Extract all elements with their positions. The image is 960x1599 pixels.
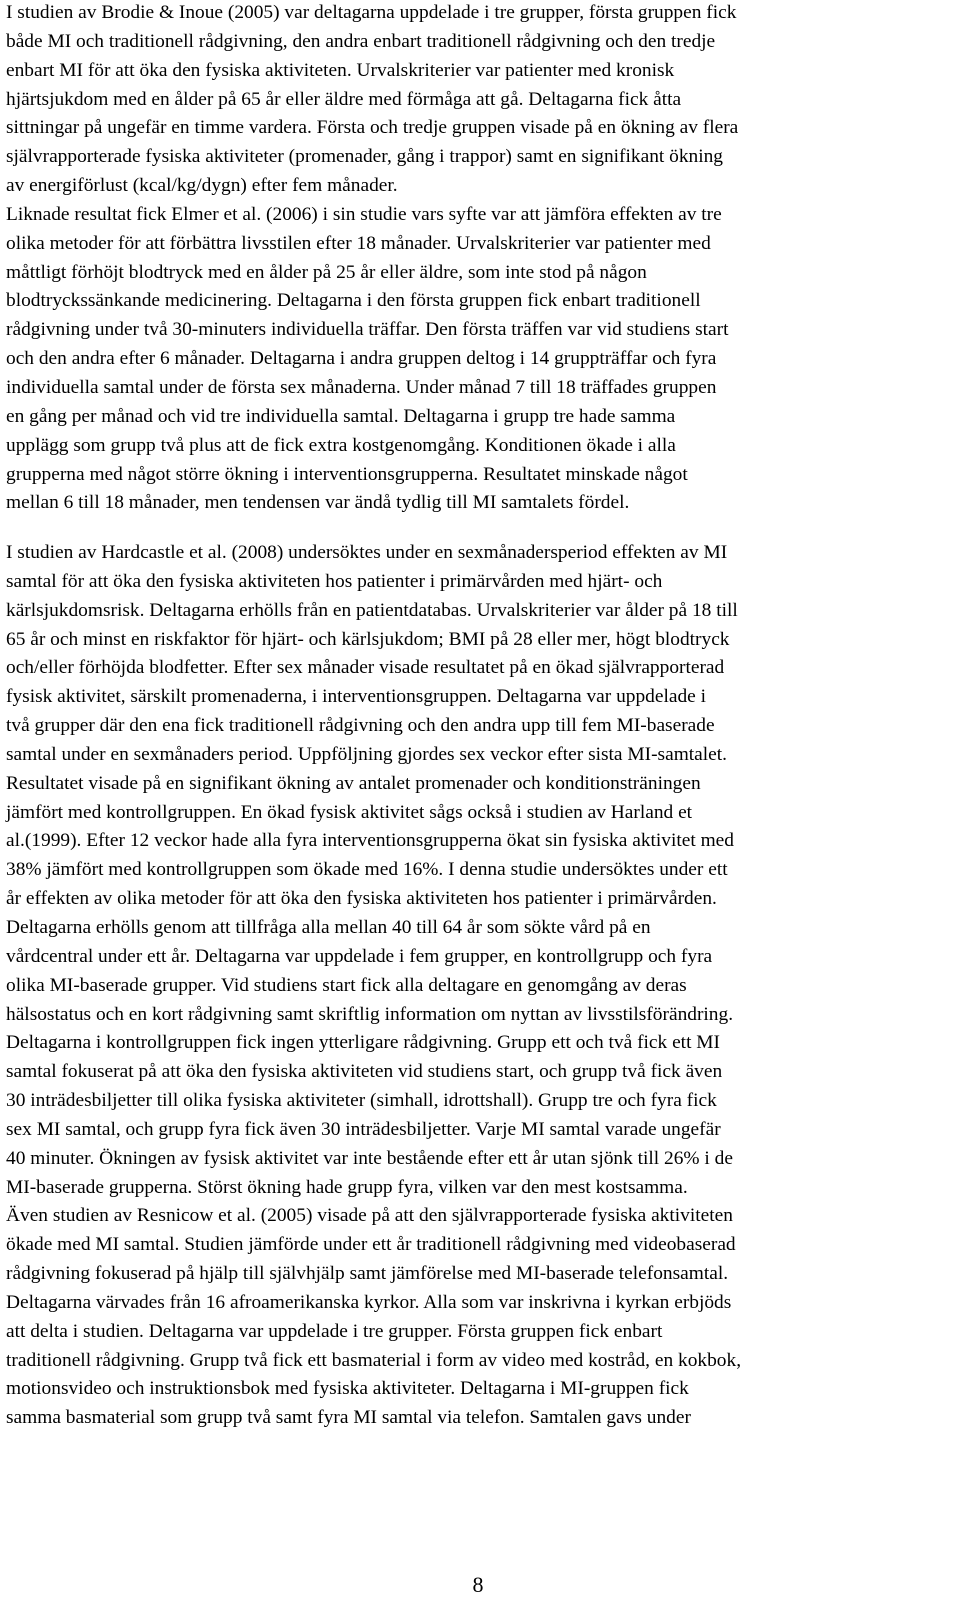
text-line: två grupper där den ena fick traditionell rådgivning och den andra upp till fem MI-baserade <box>6 715 715 737</box>
text-line: motionsvideo och instruktionsbok med fysiska aktiviteter. Deltagarna i MI-gruppen fick <box>6 1378 689 1400</box>
text-line: Deltagarna erhölls genom att tillfråga alla mellan 40 till 64 år som sökte vård på en <box>6 916 651 938</box>
text-line: rådgivning fokuserad på hjälp till självhjälp samt jämförelse med MI-baserade telefonsamtal. <box>6 1263 729 1285</box>
text-line: Resultatet visade på en signifikant ökning av antalet promenader och konditionsträningen <box>6 772 701 794</box>
text-line: samma basmaterial som grupp två samt fyra MI samtal via telefon. Samtalen gavs under <box>6 1407 691 1429</box>
text-line: hjärtsjukdom med en ålder på 65 år eller äldre med förmåga att gå. Deltagarna fick åtta <box>6 88 682 110</box>
text-line: MI-baserade grupperna. Störst ökning hade grupp fyra, vilken var den mest kostsamma. <box>6 1176 688 1198</box>
text-line: och den andra efter 6 månader. Deltagarna i andra gruppen deltog i 14 gruppträffar och fyra <box>6 348 717 370</box>
text-line: grupperna med något större ökning i interventionsgrupperna. Resultatet minskade något <box>6 463 688 485</box>
text-line: olika metoder för att förbättra livsstilen efter 18 månader. Urvalskriterier var patienter med <box>6 232 711 254</box>
text-line: sex MI samtal, och grupp fyra fick även 30 inträdesbiljetter. Varje MI samtal varade ungefär <box>6 1118 721 1140</box>
page-number: 8 <box>472 1572 484 1597</box>
text-line: en gång per månad och vid tre individuella samtal. Deltagarna i grupp tre hade samma <box>6 405 676 427</box>
text-line: samtal fokuserat på att öka den fysiska aktiviteten vid studiens start, och grupp två fick även <box>6 1061 723 1083</box>
text-line: ökade med MI samtal. Studien jämförde under ett år traditionell rådgivning med videobaserad <box>6 1234 736 1256</box>
text-line: upplägg som grupp två plus att de fick extra kostgenomgång. Konditionen ökade i alla <box>6 434 676 456</box>
text-line: I studien av Hardcastle et al. (2008) undersöktes under en sexmånadersperiod effekten av MI <box>6 542 728 563</box>
text-line: blodtryckssänkande medicinering. Deltagarna i den första gruppen fick enbart traditionell <box>6 290 701 312</box>
text-line: mellan 6 till 18 månader, men tendensen var ändå tydlig till MI samtalets fördel. <box>6 492 630 514</box>
text-line: I studien av Brodie & Inoue (2005) var deltagarna uppdelade i tre grupper, första gruppen fick <box>6 2 737 23</box>
text-line: 38% jämfört med kontrollgruppen som ökade med 16%. I denna studie undersöktes under ett <box>6 859 728 881</box>
text-line: enbart MI för att öka den fysiska aktiviteten. Urvalskriterier var patienter med kronisk <box>6 59 675 81</box>
text-line: både MI och traditionell rådgivning, den andra enbart traditionell rådgivning och den tredje <box>6 30 716 52</box>
text-line: samtal under en sexmånaders period. Uppföljning gjordes sex veckor efter sista MI-samtalet. <box>6 743 728 765</box>
document-page <box>6 0 950 1597</box>
text-line: olika MI-baserade grupper. Vid studiens start fick alla deltagare en genomgång av deras <box>6 974 687 996</box>
text-line: 40 minuter. Ökningen av fysisk aktivitet var inte bestående efter ett år utan sjönk till 26% i de <box>6 1147 733 1169</box>
text-line: och/eller förhöjda blodfetter. Efter sex månader visade resultatet på en ökad självrapporterad <box>6 657 725 679</box>
text-line: jämfört med kontrollgruppen. En ökad fysisk aktivitet sågs också i studien av Harland et <box>6 801 693 823</box>
text-line: måttligt förhöjt blodtryck med en ålder på 25 år eller äldre, som inte stod på någon <box>6 261 647 283</box>
text-line: rådgivning under två 30-minuters individuella träffar. Den första träffen var vid studiens start <box>6 319 729 341</box>
text-line: al.(1999). Efter 12 veckor hade alla fyra interventionsgrupperna ökat sin fysiska aktivitet med <box>6 830 734 852</box>
text-line: hälsostatus och en kort rådgivning samt skriftlig information om nyttan av livsstilsförändring. <box>6 1003 734 1025</box>
text-line: individuella samtal under de första sex månaderna. Under månad 7 till 18 träffades gruppen <box>6 376 717 398</box>
text-line: kärlsjukdomsrisk. Deltagarna erhölls från en patientdatabas. Urvalskriterier var ålder på 18 till <box>6 599 738 621</box>
paragraph-hardcastle-harland-resnicow <box>6 539 741 1433</box>
text-line: traditionell rådgivning. Grupp två fick ett basmaterial i form av video med kostråd, en kokbok, <box>6 1349 742 1371</box>
text-line: att delta i studien. Deltagarna var uppdelade i tre grupper. Första gruppen fick enbart <box>6 1320 663 1342</box>
text-line: år effekten av olika metoder för att öka den fysiska aktiviteten hos patienter i primärvården. <box>6 888 717 910</box>
text-line: 65 år och minst en riskfaktor för hjärt- och kärlsjukdom; BMI på 28 eller mer, högt blodtryck <box>6 628 730 650</box>
text-line: sittningar på ungefär en timme vardera. Första och tredje gruppen visade på en ökning av flera <box>6 117 739 139</box>
text-line: vårdcentral under ett år. Deltagarna var uppdelade i fem grupper, en kontrollgrupp och fyra <box>6 945 713 967</box>
text-line: självrapporterade fysiska aktiviteter (promenader, gång i trappor) samt en signifikant ökning <box>6 146 723 168</box>
text-line: Även studien av Resnicow et al. (2005) visade på att den självrapporterade fysiska aktiviteten <box>6 1205 733 1227</box>
text-line: av energiförlust (kcal/kg/dygn) efter fem månader. <box>6 175 398 197</box>
text-line: fysisk aktivitet, särskilt promenaderna, i interventionsgruppen. Deltagarna var uppdelade i <box>6 686 707 708</box>
text-line: samtal för att öka den fysiska aktiviteten hos patienter i primärvården med hjärt- och <box>6 570 663 592</box>
text-line: Deltagarna värvades från 16 afroamerikanska kyrkor. Alla som var inskrivna i kyrkan erbjöds <box>6 1291 732 1313</box>
text-line: Deltagarna i kontrollgruppen fick ingen ytterligare rådgivning. Grupp ett och två fick ett MI <box>6 1032 720 1054</box>
paragraph-brodie-elmer <box>6 0 738 518</box>
text-line: 30 inträdesbiljetter till olika fysiska aktiviteter (simhall, idrottshall). Grupp tre och fyra fick <box>6 1090 717 1112</box>
text-line: Liknade resultat fick Elmer et al. (2006) i sin studie vars syfte var att jämföra effekten av tre <box>6 203 722 225</box>
